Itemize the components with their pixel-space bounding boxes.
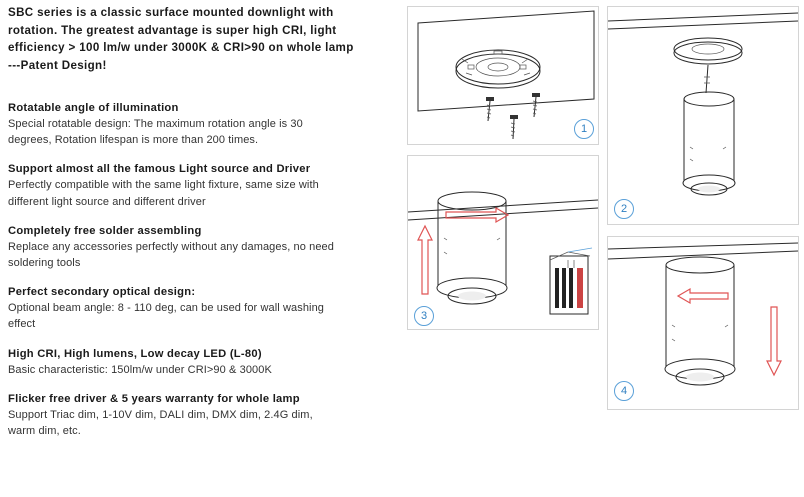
description-line: Perfectly compatible with the same light fixture, same size with bbox=[8, 179, 319, 192]
mounting-plate-illustration bbox=[408, 7, 598, 144]
mounting-plate-top bbox=[456, 50, 540, 84]
description-line: Replace any accessories perfectly without any damages, no need bbox=[8, 240, 334, 253]
description-line: Special rotatable design: The maximum rotation angle is 30 bbox=[8, 118, 303, 130]
feature-text-column bbox=[8, 4, 393, 452]
installation-step-2-panel bbox=[607, 6, 799, 225]
intro-line: rotation. The greatest advantage is super high CRI, light bbox=[8, 23, 337, 37]
feature-title: Perfect secondary optical design: bbox=[8, 286, 196, 299]
description-line: different light source and different driver bbox=[8, 195, 206, 208]
installation-step-3-panel bbox=[407, 155, 599, 330]
step-number-badge: 1 bbox=[574, 119, 594, 139]
downlight-body bbox=[684, 99, 734, 181]
screw-icon bbox=[510, 115, 518, 139]
intro-line: efficiency > 100 lm/w under 3000K & CRI>90 on whole lamp bbox=[8, 41, 354, 54]
downlight-body bbox=[666, 265, 734, 367]
screw-icon bbox=[486, 97, 494, 121]
intro-line: ---Patent Design! bbox=[8, 58, 107, 72]
feature-flicker-free bbox=[8, 391, 393, 439]
step-number-badge: 3 bbox=[414, 306, 434, 326]
fixture-final-illustration bbox=[608, 237, 798, 409]
intro-line: SBC series is a classic surface mounted downlight with bbox=[8, 6, 334, 19]
installation-step-4-panel bbox=[607, 236, 799, 410]
feature-high-cri bbox=[8, 346, 393, 378]
feature-solder-free bbox=[8, 223, 393, 271]
description-line: soldering tools bbox=[8, 257, 81, 270]
installation-step-1-panel bbox=[407, 6, 599, 145]
pull-down-arrow-icon bbox=[767, 307, 781, 375]
feature-light-source-driver bbox=[8, 161, 393, 209]
description-line: warm dim, etc. bbox=[8, 425, 81, 438]
description-line: Basic characteristic: 150lm/w under CRI>90 & 3000K bbox=[8, 363, 272, 376]
feature-description bbox=[8, 362, 393, 378]
description-line: Support Triac dim, 1-10V dim, DALI dim, DMX dim, 2.4G dim, bbox=[8, 408, 313, 421]
description-line: Optional beam angle: 8 - 110 deg, can be used for wall washing bbox=[8, 302, 325, 315]
fixture-attach-illustration bbox=[608, 7, 798, 224]
fixture-rotate-illustration bbox=[408, 156, 598, 329]
downlight-body bbox=[438, 201, 506, 286]
feature-description bbox=[8, 300, 393, 332]
feature-description bbox=[8, 177, 393, 209]
feature-title: Completely free solder assembling bbox=[8, 224, 202, 237]
feature-description bbox=[8, 116, 393, 148]
step-number-badge: 2 bbox=[614, 199, 634, 219]
feature-title: High CRI, High lumens, Low decay LED (L-80) bbox=[8, 347, 262, 360]
feature-description bbox=[8, 407, 393, 439]
intro-paragraph bbox=[8, 4, 393, 74]
rotate-left-arrow-icon bbox=[678, 289, 728, 303]
step-number-badge: 4 bbox=[614, 381, 634, 401]
feature-title: Support almost all the famous Light source and Driver bbox=[8, 163, 311, 176]
feature-description bbox=[8, 239, 393, 271]
power-wire bbox=[706, 65, 708, 93]
screw-icon bbox=[532, 93, 540, 117]
feature-rotatable-angle bbox=[8, 100, 393, 148]
feature-optical-design bbox=[8, 284, 393, 332]
description-line: effect bbox=[8, 318, 36, 331]
ceiling-line bbox=[608, 243, 798, 249]
cutaway-detail-illustration bbox=[550, 248, 592, 314]
mounting-plate bbox=[674, 42, 742, 64]
ceiling-plane bbox=[418, 11, 594, 111]
feature-title: Flicker free driver & 5 years warranty for whole lamp bbox=[8, 392, 300, 405]
feature-title: Rotatable angle of illumination bbox=[8, 102, 179, 114]
push-up-arrow-icon bbox=[418, 226, 432, 294]
ceiling-line bbox=[608, 21, 798, 29]
description-line: degrees, Rotation lifespan is more than 200 times. bbox=[8, 134, 259, 147]
